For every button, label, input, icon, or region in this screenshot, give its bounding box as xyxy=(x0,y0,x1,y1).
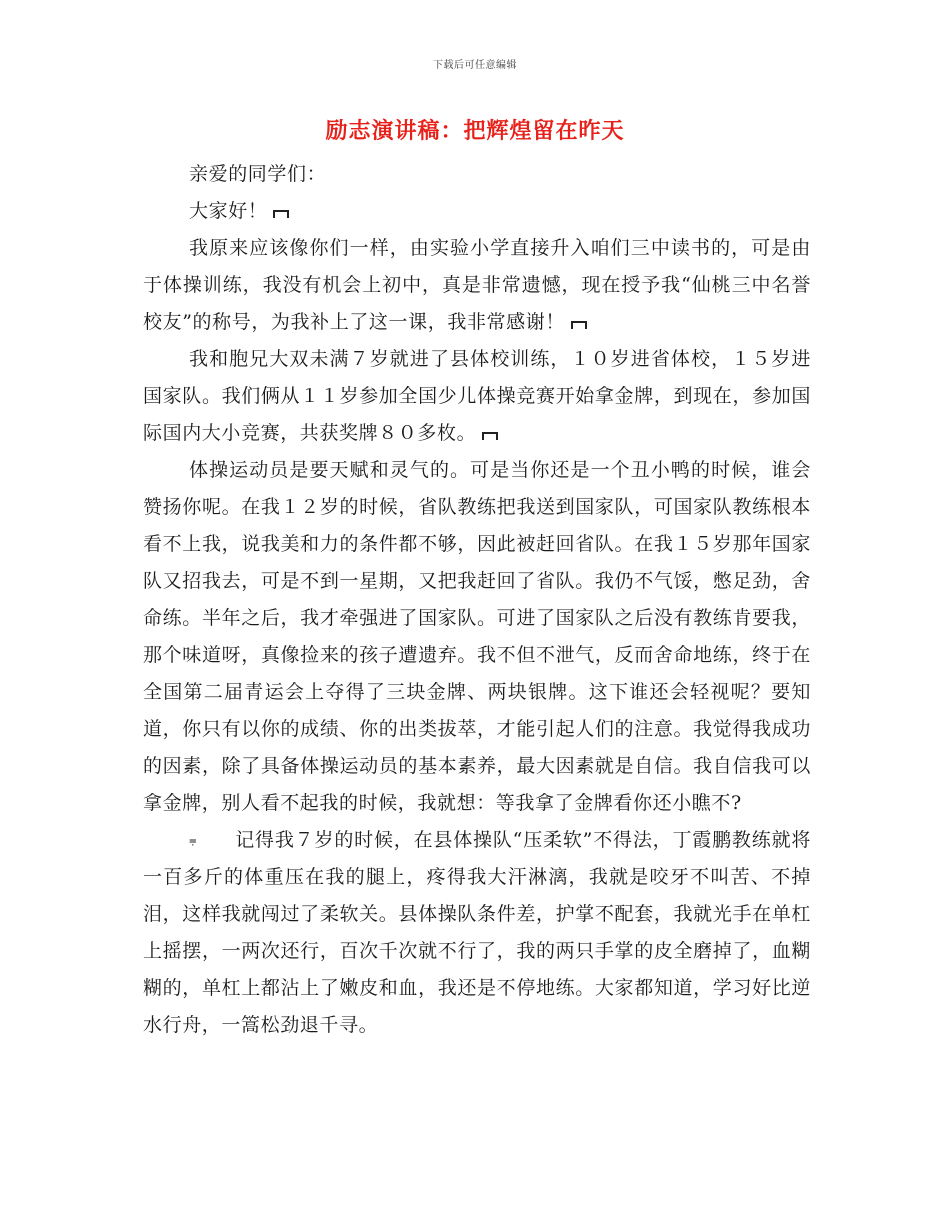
paragraph-hard-training xyxy=(143,822,811,1044)
paragraph-text: 亲爱的同学们： xyxy=(189,163,327,185)
paragraph-end-mark-icon xyxy=(482,432,498,440)
download-editable-note: 下载后可任意编辑 xyxy=(433,60,517,71)
paragraph-lead-mark-icon: ⩦ xyxy=(189,833,198,848)
paragraph-training-history xyxy=(143,341,811,452)
paragraph-text: 我原来应该像你们一样，由实验小学直接升入咱们三中读书的，可是由于体操训练，我没有机会上初中，真是非常遗憾，现在授予我“仙桃三中名誉校友”的称号，为我补上了这一课，我非常感谢！ xyxy=(143,237,811,333)
paragraph-end-mark-icon xyxy=(571,321,587,329)
paragraph-text: 记得我７岁的时候，在县体操队“压柔软”不得法，丁霞鹏教练就将一百多斤的体重压在我的腿上，疼得我大汗淋漓，我就是咬牙不叫苦、不掉泪，这样我就闯过了柔软关。县体操队条件差，护掌不配套，我就光手在单杠上摇摆，一两次还行，百次千次就不行了，我的两只手掌的皮全磨掉了，血糊糊的，单杠上都沾上了嫩皮和血，我还是不停地练。大家都知道，学习好比逆水行舟，一篙松劲退千寻。 xyxy=(143,829,811,1036)
paragraph-greeting-1 xyxy=(143,156,811,193)
paragraph-greeting-2 xyxy=(143,193,811,230)
paragraph-text: 大家好！ xyxy=(189,200,268,222)
paragraph-intro xyxy=(143,230,811,341)
paragraph-end-mark-icon xyxy=(273,210,289,218)
document-title: 励志演讲稿：把辉煌留在昨天 xyxy=(325,118,625,144)
paragraph-text: 我和胞兄大双未满７岁就进了县体校训练，１０岁进省体校，１５岁进国家队。我们俩从１１岁参加全国少儿体操竞赛开始拿金牌，到现在，参加国际国内大小竞赛，共获奖牌８０多枚。 xyxy=(143,348,811,444)
paragraph-confidence xyxy=(143,452,811,822)
paragraph-text: 体操运动员是要天赋和灵气的。可是当你还是一个丑小鸭的时候，谁会赞扬你呢。在我１２岁的时候，省队教练把我送到国家队，可国家队教练根本看不上我，说我美和力的条件都不够，因此被赶回省队。在我１５岁那年国家队又招我去，可是不到一星期，又把我赶回了省队。我仍不气馁，憋足劲，舍命练。半年之后，我才牵强进了国家队。可进了国家队之后没有教练肯要我，那个味道呀，真像捡来的孩子遭遗弃。我不但不泄气，反而舍命地练，终于在全国第二届青运会上夺得了三块金牌、两块银牌。这下谁还会轻视呢？要知道，你只有以你的成绩、你的出类拔萃，才能引起人们的注意。我觉得我成功的因素，除了具备体操运动员的基本素养，最大因素就是自信。我自信我可以拿金牌，别人看不起我的时候，我就想：等我拿了金牌看你还小瞧不? xyxy=(143,459,811,814)
speech-body xyxy=(143,156,811,1044)
